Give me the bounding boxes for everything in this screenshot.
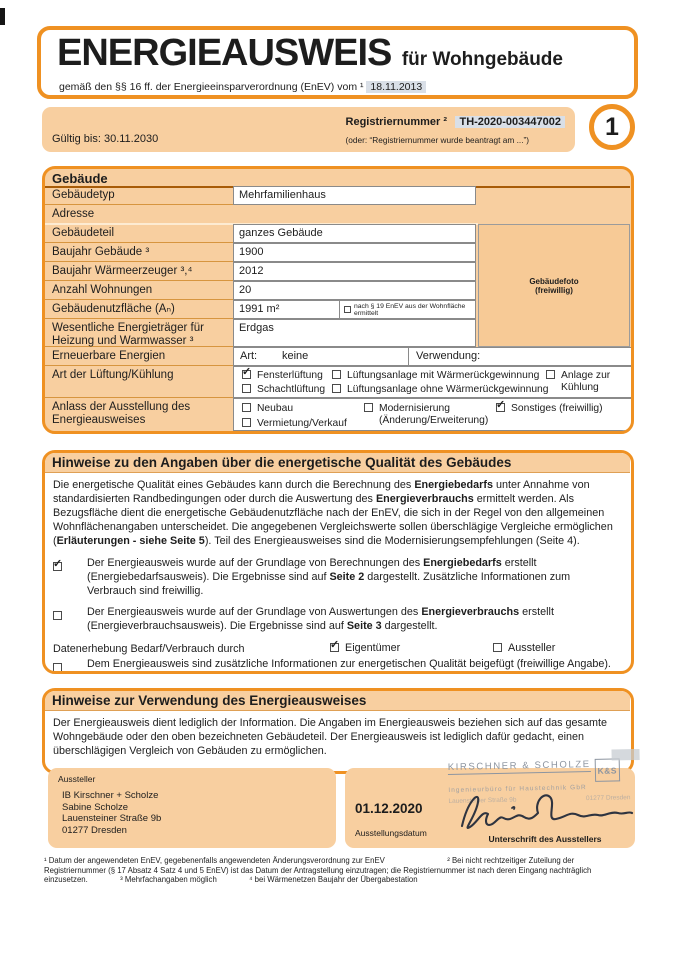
label-baujahr-gebaeude: Baujahr Gebäude ³	[45, 243, 233, 262]
erneuerbare-art-label: Art:	[240, 350, 258, 362]
label-erneuerbare: Erneuerbare Energien	[45, 347, 233, 366]
checkbox-energiebedarf	[53, 562, 62, 571]
checkbox-modernisierung-label: Modernisierung	[379, 403, 450, 414]
label-energietraeger: Wesentliche Energieträger für Heizung und Warmwasser ³	[45, 319, 233, 347]
checkbox-eigentuemer	[330, 643, 339, 652]
field-anzahl-wohnungen: 20	[233, 281, 476, 300]
issue-date: 01.12.2020	[355, 801, 423, 816]
checkbox-fensterlueftung-label: Fensterlüftung	[257, 370, 323, 381]
footnotes	[44, 856, 636, 885]
hinweise-qualitaet-intro: Die energetische Qualität eines Gebäudes kann durch die Berechnung des Energiebedarfs unter Annahme von standardisierten Randbedingungen oder durch die Auswertung des Energieverbrauchs ermittelt werden. Als Bezugsfläche dient die energetische Gebäudenutzfläche nach der EnEV, die sich in der Regel von den allgemeinen Wohnflächenangaben unterscheidet. Die angegebenen Vergleichswerte sollen überschlägige Vergleiche ermöglichen (Erläuterungen - siehe Seite 5). Teil des Energieausweises sind die Modernisierungsempfehlungen (Seite 4).	[53, 479, 613, 547]
checkbox-anlage-kuehlung-label: Anlage zur Kühlung	[561, 370, 611, 393]
hinweise-qualitaet-item-verbrauch: Der Energieausweis wurde auf der Grundlage von Auswertungen des Energieverbrauchs erstellt (Energieverbrauchsausweis). Die Ergebnisse sind auf Seite 3 dargestellt.	[87, 606, 554, 632]
signature-label: Unterschrift des Ausstellers	[488, 834, 602, 844]
erneuerbare-art-value: keine	[282, 350, 309, 362]
reg-number-value: TH-2020-003447002	[455, 116, 565, 128]
aussteller-box	[48, 768, 336, 848]
label-adresse: Adresse	[52, 208, 95, 220]
field-lueftung	[233, 366, 632, 398]
gebaeude-section-title: Gebäude	[52, 171, 108, 186]
stamp-logo: K&S	[594, 758, 619, 782]
footnote-2: ² Bei nicht rechtzeitiger Zuteilung der Registriernummer (§ 17 Absatz 4 Satz 4 und 5 EnEV) ist das Datum der Antragstellung einzutragen; die Registriernummer ist nach deren Eingang nachträglich einzusetzen.	[44, 856, 592, 885]
field-energietraeger: Erdgas	[233, 319, 476, 347]
aussteller-line-3: Lauensteiner Straße 9b	[62, 813, 162, 824]
label-anzahl-wohnungen: Anzahl Wohnungen	[45, 281, 233, 300]
hinweise-qualitaet-item-bedarf: Der Energieausweis wurde auf der Grundlage von Berechnungen des Energiebedarfs erstellt (Energiebedarfsausweis). Die Ergebnisse sind auf Seite 2 dargestellt. Zusätzliche Informationen zum Verbrauch sind freiwillig.	[87, 557, 571, 597]
footnote-3: ³ Mehrfachangaben möglich	[120, 875, 217, 885]
page-title-suffix: für Wohngebäude	[401, 49, 563, 70]
law-reference: gemäß den §§ 16 ff. der Energieeinsparverordnung (EnEV) vom ¹	[59, 81, 364, 93]
hinweise-qualitaet-title: Hinweise zu den Angaben über die energetische Qualität des Gebäudes	[52, 455, 512, 470]
scan-artifact	[0, 8, 5, 25]
aussteller-line-1: IB Kirschner + Scholze	[62, 790, 159, 801]
enev-date: 18.11.2013	[366, 81, 426, 93]
checkbox-zusatzinfo	[53, 663, 62, 672]
stamp-company-name: KIRSCHNER & SCHOLZE	[447, 759, 591, 773]
checkbox-aussteller-label: Aussteller	[508, 642, 556, 654]
label-nutzflaeche: Gebäudenutzfläche (Aₙ)	[45, 300, 233, 319]
checkbox-fensterlueftung	[242, 370, 251, 379]
checkbox-lueftung-mit-wrg-label: Lüftungsanlage mit Wärmerückgewinnung	[347, 370, 540, 381]
checkbox-modernisierung-label2: (Änderung/Erweiterung)	[379, 414, 489, 426]
aussteller-line-4: 01277 Dresden	[62, 824, 127, 836]
page-number: 1	[605, 112, 619, 141]
checkbox-sonstiges	[496, 403, 505, 412]
checkbox-schachtlueftung-label: Schachtlüftung	[257, 384, 326, 395]
checkbox-anlage-kuehlung	[546, 370, 555, 379]
page-title: ENERGIEAUSWEIS	[57, 32, 392, 74]
stamp-line3: Lauensteiner Straße 9b	[448, 796, 517, 805]
hinweise-verwendung-text: Der Energieausweis dient lediglich der Information. Die Angaben im Energieausweis beziehen sich auf das gesamte Wohngebäude oder den oben bezeichneten Gebäudeteil. Der Energieausweis ist lediglich dafür gedacht, einen überschlägigen Vergleich von Gebäuden zu ermöglichen.	[53, 717, 607, 757]
checkbox-energieverbrauch	[53, 611, 62, 620]
erneuerbare-verwendung-label: Verwendung:	[416, 350, 481, 362]
gebaeude-section	[42, 166, 634, 434]
checkbox-neubau-label: Neubau	[257, 403, 294, 414]
label-gebaeudeteil: Gebäudeteil	[45, 224, 233, 243]
checkbox-lueftung-ohne-wrg-label: Lüftungsanlage ohne Wärmerückgewinnung	[347, 384, 549, 395]
aussteller-label: Aussteller	[58, 774, 96, 784]
checkbox-vermietung-label: Vermietung/Verkauf	[257, 418, 347, 429]
label-baujahr-waermeerzeuger: Baujahr Wärmeerzeuger ³,⁴	[45, 262, 233, 281]
checkbox-wohnflaeche-label: nach § 19 EnEV aus der Wohnfläche ermittelt	[354, 302, 466, 317]
label-gebaeudetyp: Gebäudetyp	[45, 186, 233, 205]
reg-number-note: (oder: “Registriernummer wurde beantragt am ...”)	[345, 135, 530, 145]
datenerhebung-label: Datenerhebung Bedarf/Verbrauch durch	[53, 643, 245, 655]
checkbox-modernisierung	[364, 403, 373, 412]
hinweise-qualitaet-item-zusatz: Dem Energieausweis sind zusätzliche Informationen zur energetischen Qualität beigefügt (freiwillige Angabe).	[87, 658, 611, 670]
label-anlass: Anlass der Ausstellung des Energieausweises	[52, 401, 191, 426]
issue-date-label: Ausstellungsdatum	[355, 828, 427, 838]
field-gebaeudeteil: ganzes Gebäude	[233, 224, 476, 243]
checkbox-wohnflaeche-ermittelt	[344, 306, 351, 313]
stamp-line2: Ingenieurbüro für Haustechnik GbR	[448, 784, 587, 794]
checkbox-aussteller	[493, 643, 502, 652]
field-baujahr-waermeerzeuger: 2012	[233, 262, 476, 281]
building-photo-placeholder	[478, 224, 630, 347]
field-nutzflaeche: 1991 m²	[233, 300, 340, 319]
field-gebaeudetyp: Mehrfamilienhaus	[233, 186, 476, 205]
signature-image	[452, 786, 637, 836]
footnote-1: ¹ Datum der angewendeten EnEV, gegebenenfalls angewendeten Änderungsverordnung zur EnEV	[44, 856, 385, 865]
page-number-badge	[589, 104, 635, 150]
valid-until: Gültig bis: 30.11.2030	[52, 133, 159, 145]
field-nutzflaeche-option	[339, 300, 476, 319]
checkbox-eigentuemer-label: Eigentümer	[345, 642, 401, 654]
title-box	[37, 26, 638, 99]
hinweise-verwendung-title: Hinweise zur Verwendung des Energieausweises	[52, 693, 367, 708]
photo-label-line1: Gebäudefoto	[529, 276, 579, 286]
checkbox-lueftung-ohne-wrg	[332, 384, 341, 393]
field-baujahr-gebaeude: 1900	[233, 243, 476, 262]
reg-number-label: Registriernummer ²	[345, 116, 448, 128]
label-lueftung: Art der Lüftung/Kühlung	[45, 366, 233, 398]
checkbox-neubau	[242, 403, 251, 412]
aussteller-line-2: Sabine Scholze	[62, 801, 129, 813]
checkbox-schachtlueftung	[242, 384, 251, 393]
stamp-line4: 01277 Dresden	[585, 794, 631, 803]
stamp-artifact	[611, 749, 639, 761]
hinweise-qualitaet-section	[42, 450, 634, 674]
validity-bar	[42, 107, 575, 152]
checkbox-lueftung-mit-wrg	[332, 370, 341, 379]
field-erneuerbare	[233, 347, 632, 366]
field-anlass	[233, 398, 632, 431]
footnote-4: ⁴ bei Wärmenetzen Baujahr der Übergabestation	[249, 875, 418, 885]
photo-label-line2: (freiwillig)	[535, 285, 573, 295]
checkbox-vermietung	[242, 418, 251, 427]
checkbox-sonstiges-label: Sonstiges (freiwillig)	[511, 403, 603, 414]
